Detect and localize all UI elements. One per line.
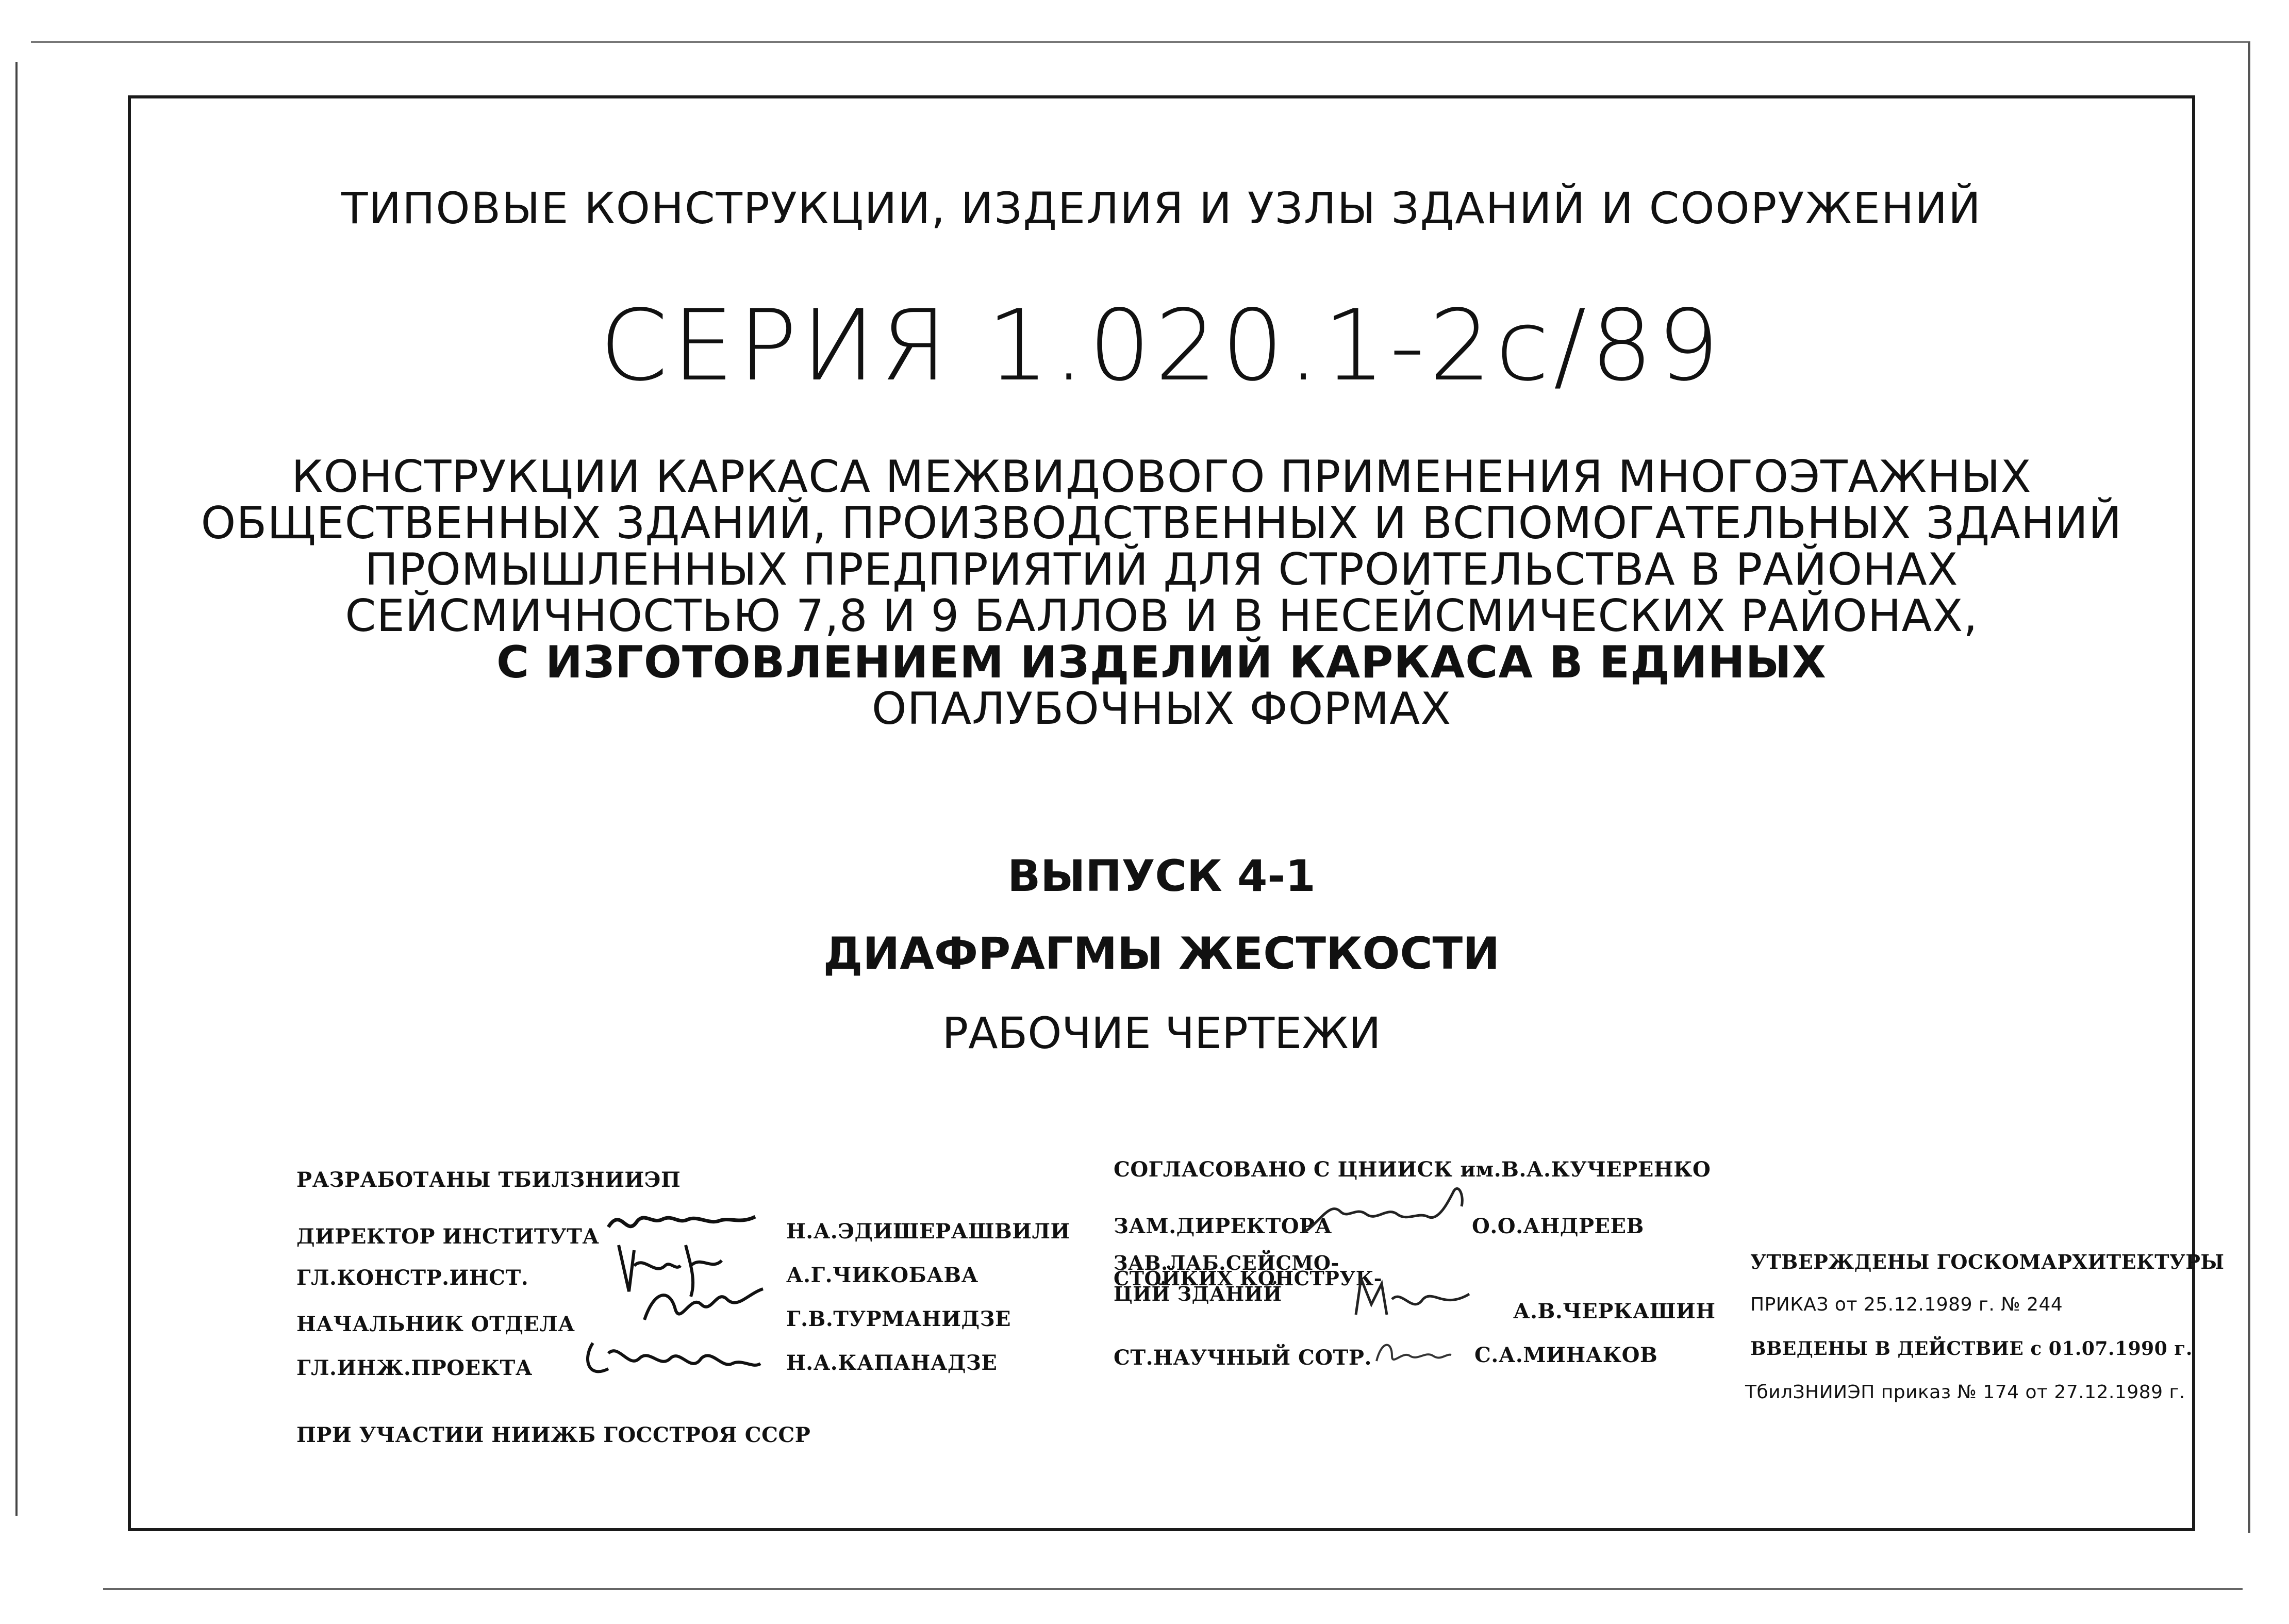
issue-subtitle: РАБОЧИЕ ЧЕРТЕЖИ	[942, 1008, 1381, 1058]
series-title: СЕРИЯ 1.020.1-2с/89	[599, 289, 1724, 403]
signature-senior-researcher	[1371, 1335, 1454, 1373]
description-line: ОПАЛУБОЧНЫХ ФОРМАХ	[871, 683, 1452, 735]
description-line: СЕЙСМИЧНОСТЬЮ 7,8 И 9 БАЛЛОВ И В НЕСЕЙСМИЧЕСКИХ РАЙОНАХ,	[345, 590, 1978, 642]
description-block	[128, 451, 2195, 735]
issue-title: ДИАФРАГМЫ ЖЕСТКОСТИ	[823, 928, 1500, 980]
approved-heading: УТВЕРЖДЕНЫ ГОСКОМАРХИТЕКТУРЫ	[1750, 1250, 2225, 1273]
issue-number: ВЫПУСК 4-1	[1007, 851, 1316, 901]
scan-edge-left	[15, 62, 18, 1516]
scan-edge-bottom	[103, 1588, 2243, 1590]
institute-order: ТбилЗНИИЭП приказ № 174 от 27.12.1989 г.	[1745, 1382, 2185, 1403]
agreed-name: С.А.МИНАКОВ	[1474, 1343, 1658, 1367]
agreed-name: О.О.АНДРЕЕВ	[1472, 1214, 1644, 1238]
developed-role: ГЛ.КОНСТР.ИНСТ.	[296, 1266, 529, 1290]
developed-name: Н.А.ЭДИШЕРАШВИЛИ	[786, 1219, 1070, 1244]
agreed-role: ЗАМ.ДИРЕКТОРА	[1114, 1214, 1332, 1238]
developed-name: А.Г.ЧИКОБАВА	[786, 1263, 978, 1287]
developed-role: НАЧАЛЬНИК ОТДЕЛА	[296, 1312, 575, 1336]
developed-heading: РАЗРАБОТАНЫ ТБИЛЗНИИЭП	[296, 1168, 681, 1192]
approval-order: ПРИКАЗ от 25.12.1989 г. № 244	[1750, 1294, 2063, 1315]
agreed-role: ЗАВ.ЛАБ.СЕЙСМО- СТОЙКИХ КОНСТРУК- ЦИЙ ЗДАНИЙ	[1114, 1251, 1383, 1305]
developed-role: ДИРЕКТОР ИНСТИТУТА	[296, 1224, 600, 1249]
page-header: ТИПОВЫЕ КОНСТРУКЦИИ, ИЗДЕЛИЯ И УЗЛЫ ЗДАНИЙ И СООРУЖЕНИЙ	[341, 183, 1982, 234]
effective-date: ВВЕДЕНЫ В ДЕЙСТВИЕ с 01.07.1990 г.	[1750, 1338, 2193, 1360]
agreed-role: СТ.НАУЧНЫЙ СОТР.	[1114, 1346, 1372, 1370]
description-line: С ИЗГОТОВЛЕНИЕМ ИЗДЕЛИЙ КАРКАСА В ЕДИНЫХ	[496, 637, 1827, 688]
signature-deputy-director	[1299, 1186, 1474, 1250]
developed-role: ГЛ.ИНЖ.ПРОЕКТА	[296, 1356, 533, 1380]
agreed-name: А.В.ЧЕРКАШИН	[1513, 1299, 1716, 1323]
developed-name: Г.В.ТУРМАНИДЗЕ	[786, 1307, 1011, 1331]
developed-name: Н.А.КАПАНАДЗЕ	[786, 1351, 998, 1375]
participation-note: ПРИ УЧАСТИИ НИИЖБ ГОССТРОЯ СССР	[296, 1423, 811, 1447]
description-line: ОБЩЕСТВЕННЫХ ЗДАНИЙ, ПРОИЗВОДСТВЕННЫХ И ВСПОМОГАТЕЛЬНЫХ ЗДАНИЙ	[201, 498, 2122, 549]
signature-chief-engineer	[577, 1328, 763, 1386]
signature-lab-head	[1351, 1268, 1474, 1332]
description-line: КОНСТРУКЦИИ КАРКАСА МЕЖВИДОВОГО ПРИМЕНЕНИЯ МНОГОЭТАЖНЫХ	[291, 451, 2032, 503]
description-line: ПРОМЫШЛЕННЫХ ПРЕДПРИЯТИЙ ДЛЯ СТРОИТЕЛЬСТВА В РАЙОНАХ	[364, 544, 1959, 595]
agreed-heading: СОГЛАСОВАНО С ЦНИИСК им.В.А.КУЧЕРЕНКО	[1114, 1157, 1711, 1182]
